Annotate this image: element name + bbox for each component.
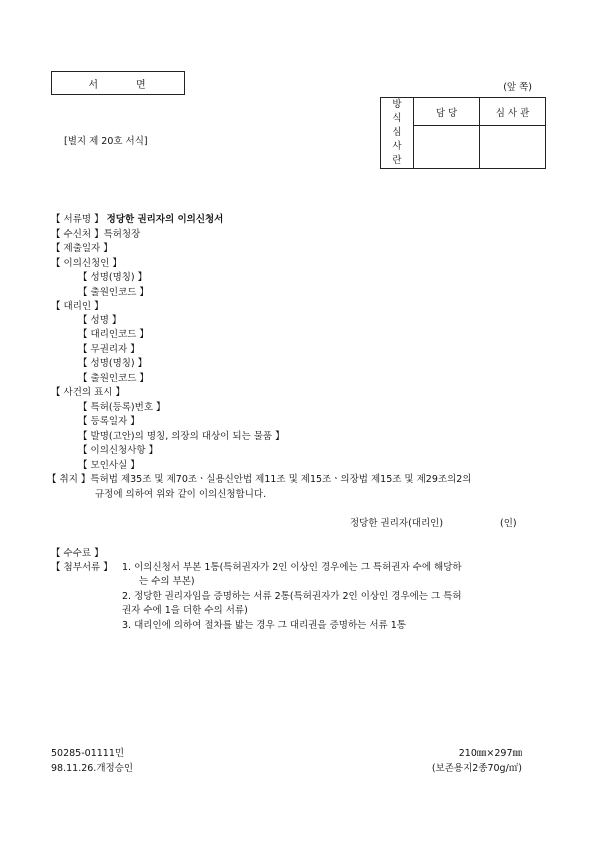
approval-side-char: 식 (392, 113, 402, 124)
case-number-row: 【 특허(등록)번호 】 (78, 402, 166, 413)
approval-side-char: 사 (392, 141, 402, 152)
agent-code-row: 【 대리인코드 】 (78, 329, 149, 340)
non-rightholder-row: 【 무권리자 】 (78, 344, 140, 355)
form-title-box (51, 71, 185, 95)
fee-row: 【 수수료 】 (51, 548, 104, 559)
approval-staff-signbox[interactable] (414, 126, 480, 169)
submit-date-row: 【 제출일자 】 (51, 243, 113, 254)
purpose-text-1: 특허법 제35조 및 제70조ㆍ실용신안법 제11조 및 제15조ㆍ의장법 제15조 및 제29조의2의 (90, 474, 472, 485)
agent-name-row: 【 성명 】 (78, 315, 122, 326)
applicant-name-row: 【 성명(명칭) 】 (78, 272, 148, 283)
approval-col-examiner: 심 사 관 (480, 98, 546, 126)
applicant-heading: 【 이의신청인 】 (51, 258, 122, 269)
approval-side-char: 란 (392, 155, 402, 166)
case-heading: 【 사건의 표시 】 (51, 387, 125, 398)
approval-side-char: 심 (392, 127, 402, 138)
recipient-row: 【 수신처 】특허청장 (51, 229, 141, 240)
signature-label: 정당한 권리자(대리인) (350, 518, 444, 529)
attachment-3-line: 3. 대리인에 의하여 절차를 밟는 경우 그 대리권을 증명하는 서류 1통 (122, 620, 406, 631)
agent-heading: 【 대리인 】 (51, 301, 104, 312)
case-matter-row: 【 이의신청사항 】 (78, 445, 159, 456)
doc-type-value: 정당한 권리자의 이의신청서 (106, 214, 224, 225)
page-side-label: (앞 쪽) (503, 82, 532, 93)
applicant-code-row: 【 출원인코드 】 (78, 287, 149, 298)
approval-side-char: 방 (392, 99, 402, 110)
purpose-row (47, 471, 471, 485)
attachments-label: 【 첨부서류 】 (51, 562, 113, 573)
seal-mark[interactable]: (인) (500, 518, 517, 529)
non-rightholder-code-row: 【 출원인코드 】 (78, 373, 149, 384)
form-number: [별지 제 20호 서식] (64, 136, 148, 147)
purpose-label: 【 취지 】 (47, 474, 91, 485)
non-rightholder-name-row: 【 성명(명칭) 】 (78, 358, 148, 369)
doc-type-row (51, 211, 223, 225)
doc-type-label: 【 서류명 】 (51, 214, 104, 225)
footer-code: 50285-01111민 (51, 748, 125, 759)
approval-examiner-signbox[interactable] (480, 126, 546, 169)
case-facts-row: 【 모인사실 】 (78, 460, 140, 471)
form-title-char-1: 서 (88, 79, 100, 91)
form-title-char-2: 면 (136, 79, 148, 91)
approval-table (380, 97, 546, 169)
case-reg-date-row: 【 등록일자 】 (78, 416, 140, 427)
footer-paper-type: (보존용지2종70g/㎡) (431, 763, 522, 774)
approval-side-label (381, 98, 414, 169)
attachment-1-line-2: 는 수의 부본) (139, 576, 195, 587)
attachment-1-line-1: 1. 이의신청서 부본 1통(특허권자가 2인 이상인 경우에는 그 특허권자 수에 해당하 (122, 562, 462, 573)
attachment-2-line-1: 2. 정당한 권리자임을 증명하는 서류 2통(특허권자가 2인 이상인 경우에는 그 특허 (122, 591, 462, 602)
case-invention-row: 【 발명(고안)의 명칭, 의장의 대상이 되는 물품 】 (78, 431, 285, 442)
purpose-text-2: 규정에 의하여 위와 같이 이의신청합니다. (95, 489, 267, 500)
footer-paper-size: 210㎜×297㎜ (458, 748, 522, 759)
approval-col-staff: 담 당 (414, 98, 480, 126)
footer-approval-date: 98.11.26.개정승인 (51, 763, 134, 774)
attachment-2-line-2: 권자 수에 1을 더한 수의 서류) (122, 605, 248, 616)
